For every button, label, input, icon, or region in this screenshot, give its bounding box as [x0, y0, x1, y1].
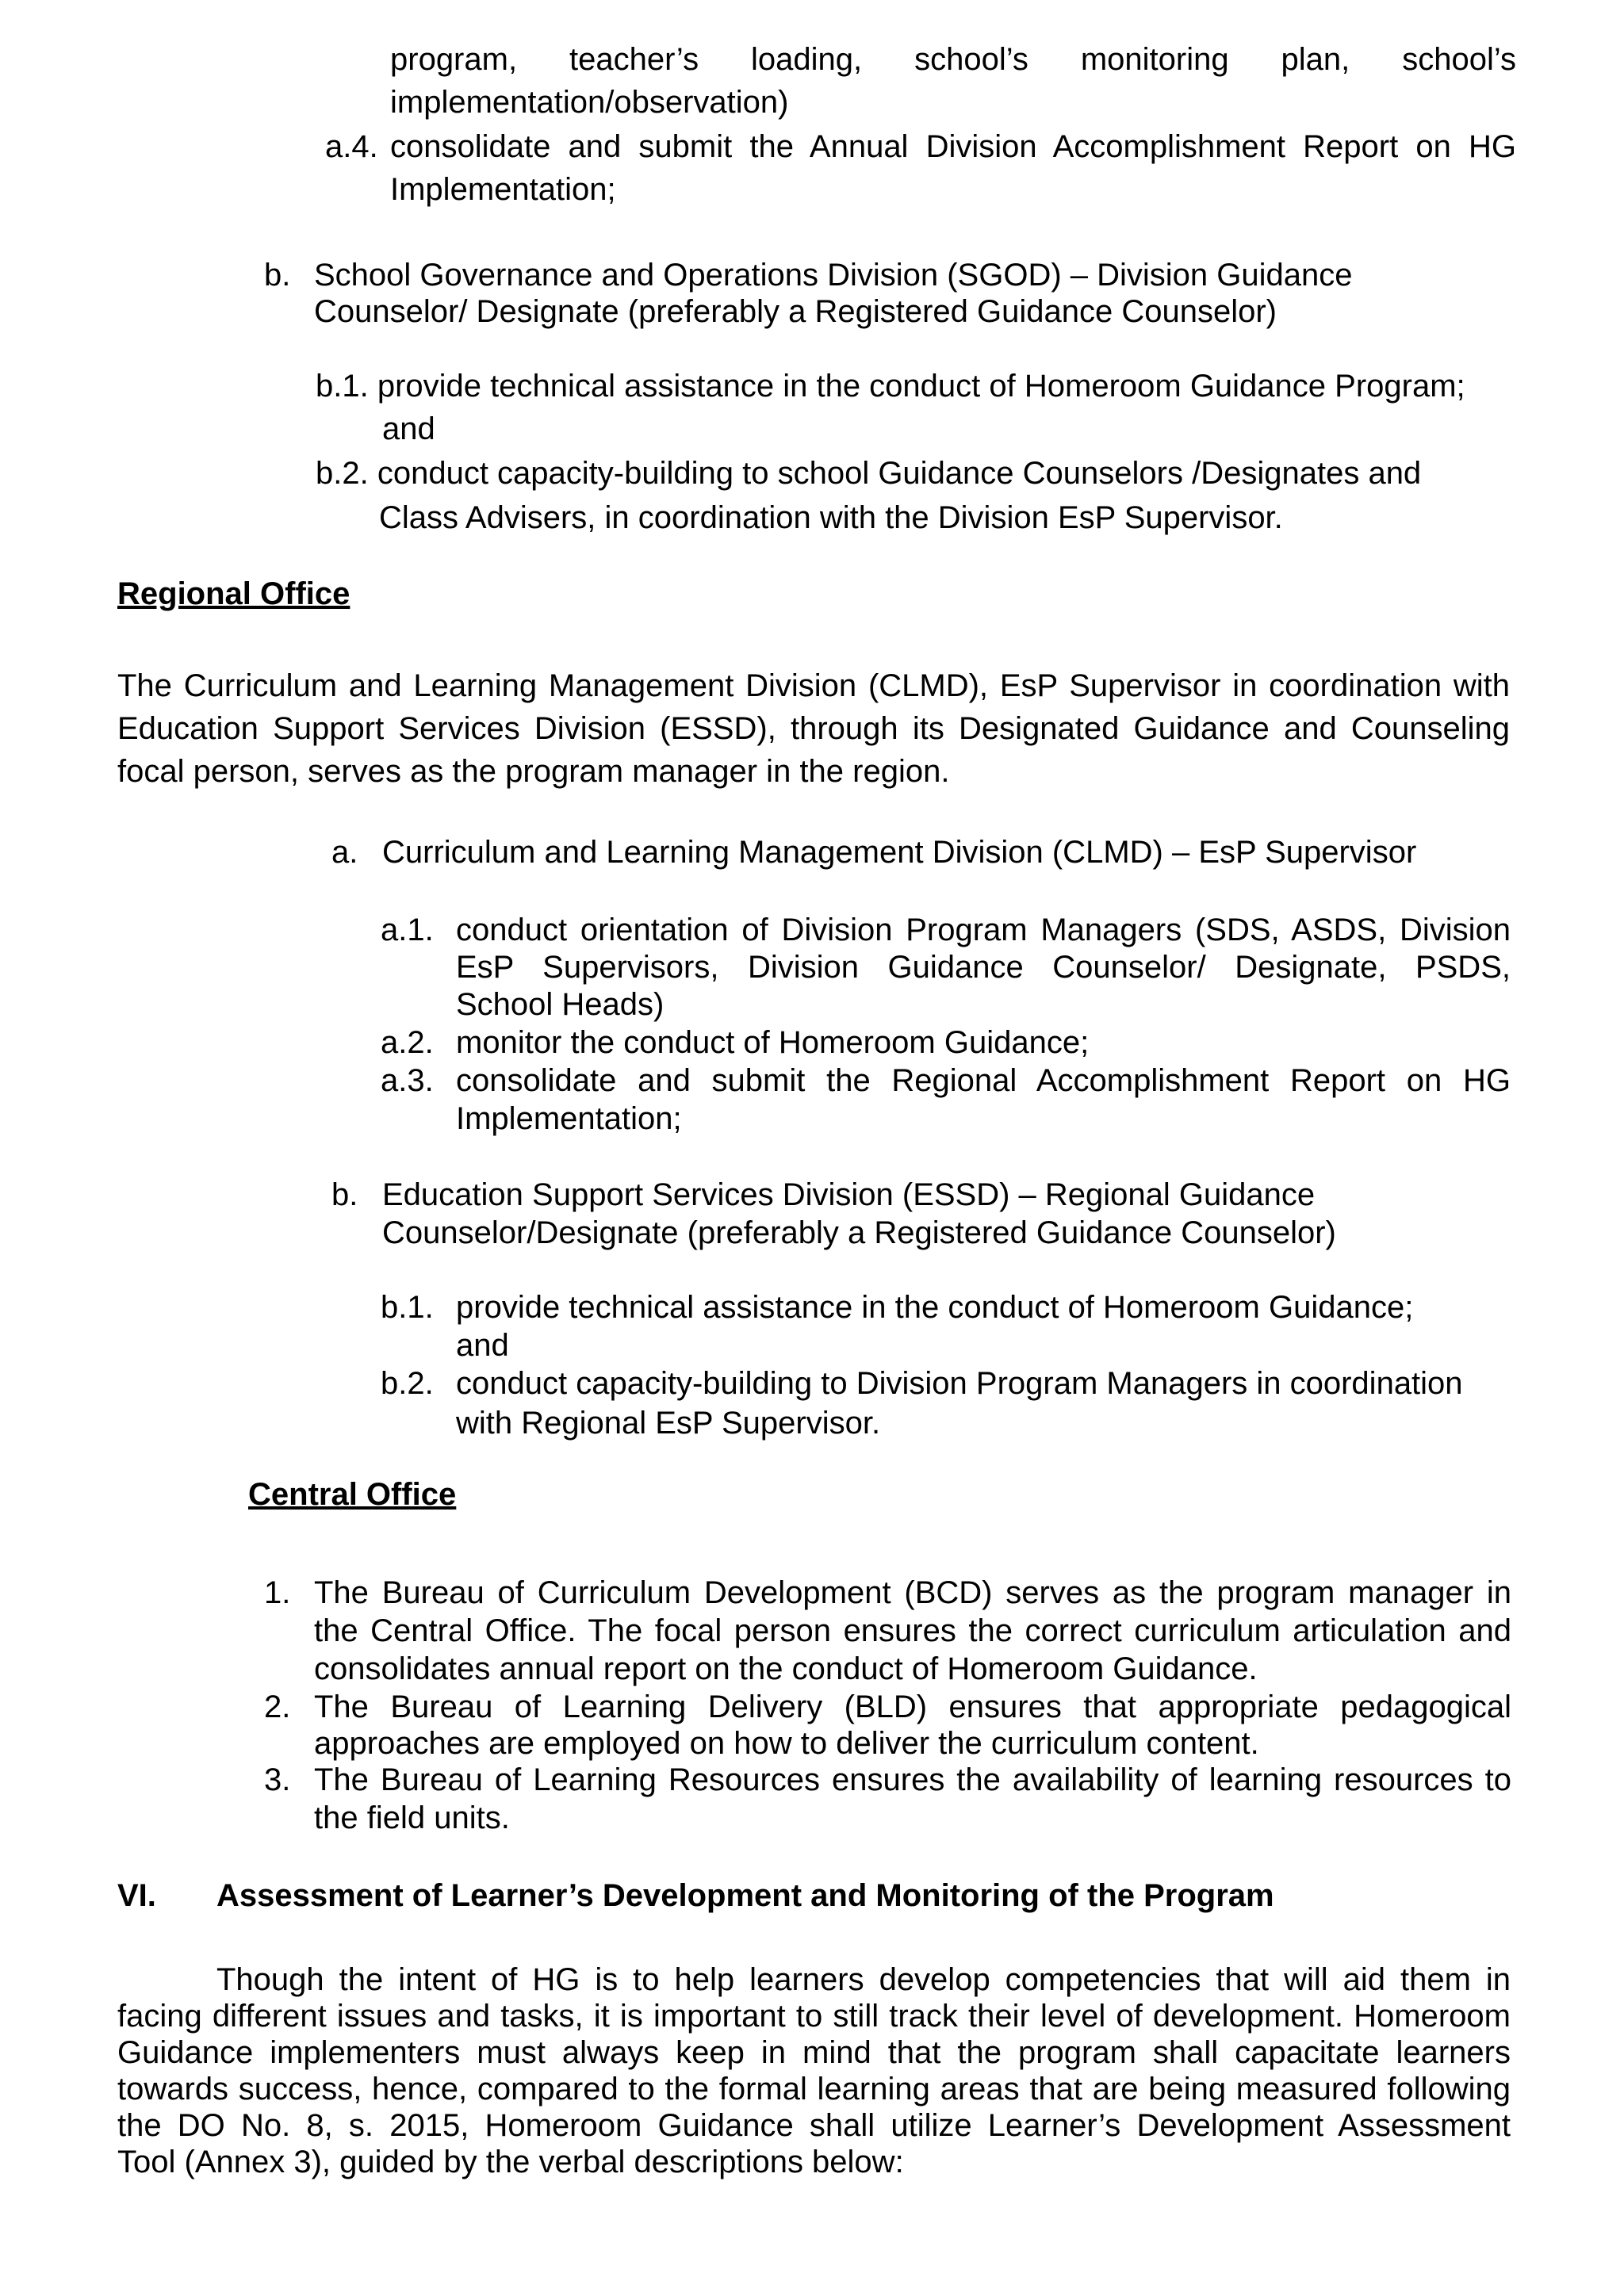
section-paragraph-line: the DO No. 8, s. 2015, Homeroom Guidance shall utilize Learner’s Development Assessment	[117, 2108, 1511, 2143]
central-item-2-text: approaches are employed on how to deliver the curriculum content.	[314, 1726, 1259, 1761]
central-item-1-text: consolidates annual report on the conduct of Homeroom Guidance.	[314, 1651, 1258, 1686]
section-paragraph-line: towards success, hence, compared to the formal learning areas that are being measured following	[117, 2072, 1511, 2107]
regional-a2-text: monitor the conduct of Homeroom Guidance;	[456, 1025, 1090, 1060]
division-b1-text: b.1. provide technical assistance in the conduct of Homeroom Guidance Program;	[316, 369, 1465, 404]
regional-office-heading: Regional Office	[117, 576, 350, 611]
list-label: b.	[264, 258, 291, 293]
division-b-title: Counselor/ Designate (preferably a Registered Guidance Counselor)	[314, 294, 1277, 329]
regional-b-title: Counselor/Designate (preferably a Registered Guidance Counselor)	[382, 1215, 1336, 1250]
list-label: 1.	[264, 1575, 291, 1610]
regional-intro-line: The Curriculum and Learning Management Division (CLMD), EsP Supervisor in coordination with	[117, 668, 1510, 703]
regional-a-title: Curriculum and Learning Management Division (CLMD) – EsP Supervisor	[382, 835, 1417, 870]
central-item-1-text: The Bureau of Curriculum Development (BCD) serves as the program manager in	[314, 1575, 1511, 1610]
division-b-title: School Governance and Operations Division (SGOD) – Division Guidance	[314, 258, 1353, 293]
division-a4-text: consolidate and submit the Annual Division Accomplishment Report on HG	[390, 129, 1516, 164]
division-a-continuation-line: implementation/observation)	[390, 85, 789, 120]
list-label: b.2.	[381, 1366, 434, 1401]
regional-a1-text: School Heads)	[456, 987, 665, 1022]
section-paragraph-line: Guidance implementers must always keep in mind that the program shall capacitate learners	[117, 2035, 1511, 2070]
regional-a3-text: Implementation;	[456, 1101, 682, 1136]
section-paragraph-line: facing different issues and tasks, it is important to still track their level of development. Homeroom	[117, 1999, 1511, 2034]
central-item-3-text: The Bureau of Learning Resources ensures the availability of learning resources to	[314, 1762, 1511, 1797]
regional-intro-line: Education Support Services Division (ESSD), through its Designated Guidance and Counseling	[117, 711, 1510, 746]
regional-b1-text: provide technical assistance in the conduct of Homeroom Guidance;	[456, 1290, 1414, 1325]
list-label: a.4.	[325, 129, 378, 164]
division-b2-text: b.2. conduct capacity-building to school Guidance Counselors /Designates and	[316, 456, 1422, 491]
central-item-3-text: the field units.	[314, 1800, 510, 1835]
division-b1-text: and	[382, 411, 435, 446]
list-label: a.	[331, 835, 358, 870]
list-label: b.1.	[381, 1290, 434, 1325]
division-a4-text: Implementation;	[390, 172, 616, 207]
list-label: 2.	[264, 1689, 291, 1724]
list-label: 3.	[264, 1762, 291, 1797]
list-label: a.1.	[381, 913, 434, 947]
list-label: a.2.	[381, 1025, 434, 1060]
regional-a1-text: conduct orientation of Division Program Managers (SDS, ASDS, Division	[456, 913, 1511, 947]
central-office-heading: Central Office	[248, 1477, 457, 1512]
regional-b-title: Education Support Services Division (ESSD) – Regional Guidance	[382, 1177, 1316, 1212]
section-paragraph-line: Tool (Annex 3), guided by the verbal descriptions below:	[117, 2145, 904, 2179]
list-label: b.	[331, 1177, 358, 1212]
list-label: a.3.	[381, 1063, 434, 1098]
section-number: VI.	[117, 1878, 156, 1913]
regional-b2-text: conduct capacity-building to Division Program Managers in coordination	[456, 1366, 1463, 1401]
division-a-continuation-line: program, teacher’s loading, school’s monitoring plan, school’s	[390, 42, 1516, 77]
section-paragraph-line: Though the intent of HG is to help learners develop competencies that will aid them in	[216, 1962, 1511, 1997]
regional-a3-text: consolidate and submit the Regional Accomplishment Report on HG	[456, 1063, 1511, 1098]
division-b2-text: Class Advisers, in coordination with the Division EsP Supervisor.	[379, 500, 1283, 535]
section-title: Assessment of Learner’s Development and Monitoring of the Program	[216, 1878, 1274, 1913]
regional-intro-line: focal person, serves as the program manager in the region.	[117, 754, 950, 789]
central-item-1-text: the Central Office. The focal person ensures the correct curriculum articulation and	[314, 1613, 1511, 1648]
regional-a1-text: EsP Supervisors, Division Guidance Counselor/ Designate, PSDS,	[456, 950, 1511, 985]
regional-b1-text: and	[456, 1328, 509, 1363]
regional-b2-text: with Regional EsP Supervisor.	[456, 1406, 881, 1441]
central-item-2-text: The Bureau of Learning Delivery (BLD) ensures that appropriate pedagogical	[314, 1689, 1511, 1724]
